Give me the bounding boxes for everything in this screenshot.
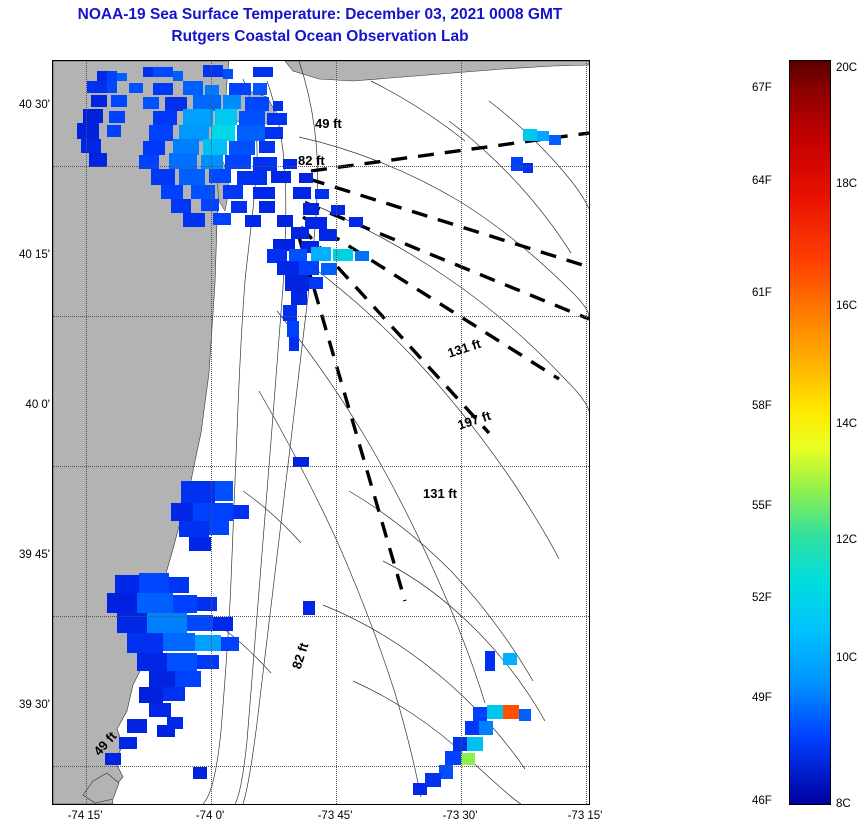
depth-contour-label: 82 ft <box>298 153 325 168</box>
colorbar-f-label-0: 67F <box>752 82 772 94</box>
title-line-2: Rutgers Coastal Ocean Observation Lab <box>171 28 469 45</box>
colorbar-gradient <box>789 60 831 805</box>
x-axis-label-3: -73 30' <box>442 810 478 822</box>
y-axis-label-0: 40 30' <box>19 99 50 111</box>
colorbar-f-label-2: 61F <box>752 287 772 299</box>
depth-label-layer <box>53 61 589 804</box>
y-axis-label-2: 40 0' <box>25 399 50 411</box>
map-plot-area[interactable] <box>52 60 590 805</box>
colorbar-f-label-5: 52F <box>752 592 772 604</box>
chart-title <box>0 4 640 48</box>
colorbar-c-label-3: 14C <box>836 418 858 430</box>
y-axis-label-1: 40 15' <box>19 249 50 261</box>
colorbar-f-label-3: 58F <box>752 400 772 412</box>
colorbar-f-label-7: 46F <box>752 795 772 807</box>
depth-contour-label: 49 ft <box>90 728 120 759</box>
colorbar-c-label-4: 12C <box>836 534 858 546</box>
depth-contour-label: 197 ft <box>455 407 493 433</box>
depth-contour-label: 49 ft <box>315 116 342 131</box>
x-axis-label-4: -73 15' <box>567 810 603 822</box>
y-axis-label-4: 39 30' <box>19 699 50 711</box>
depth-contour-label: 82 ft <box>288 640 312 671</box>
colorbar-f-label-4: 55F <box>752 500 772 512</box>
colorbar-c-label-6: 8C <box>836 798 851 810</box>
colorbar <box>789 60 831 805</box>
depth-contour-label: 131 ft <box>445 335 483 361</box>
colorbar-f-label-1: 64F <box>752 175 772 187</box>
title-line-1: NOAA-19 Sea Surface Temperature: December 03, 2021 0008 GMT <box>77 6 563 23</box>
x-axis-label-0: -74 15' <box>67 810 103 822</box>
y-axis-label-3: 39 45' <box>19 549 50 561</box>
colorbar-c-label-2: 16C <box>836 300 858 312</box>
x-axis-label-1: -74 0' <box>195 810 225 822</box>
colorbar-c-label-1: 18C <box>836 178 858 190</box>
depth-contour-label: 131 ft <box>423 486 457 501</box>
colorbar-c-label-0: 20C <box>836 62 858 74</box>
colorbar-c-label-5: 10C <box>836 652 858 664</box>
x-axis-label-2: -73 45' <box>317 810 353 822</box>
colorbar-f-label-6: 49F <box>752 692 772 704</box>
